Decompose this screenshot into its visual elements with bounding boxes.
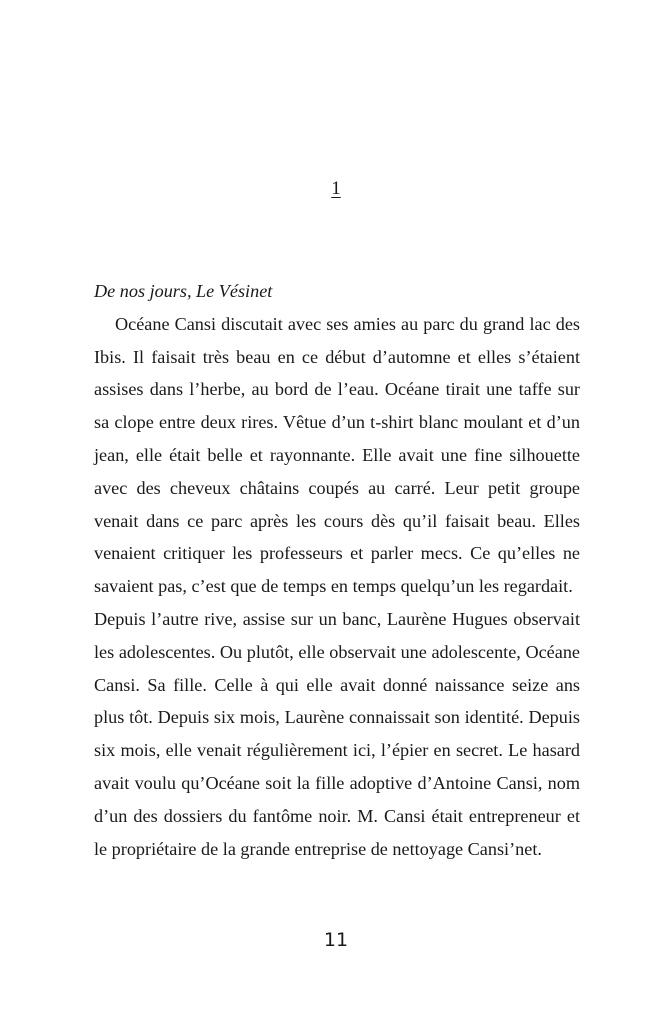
chapter-number: 1: [331, 178, 341, 199]
paragraph-1: Océane Cansi discutait avec ses amies au parc du grand lac des Ibis. Il faisait très beau en ce début d’automne et elles s’étaient assises dans l’herbe, au bord de l’eau. Océane tirait une taffe sur sa clope entre deux rires. Vêtue d’un t-shirt blanc moulant et d’un jean, elle était belle et rayonnante. Elle avait une fine silhouette avec des cheveux châtains coupés au carré. Leur petit groupe venait dans ce parc après les cours dès qu’il faisait beau. Elles venaient critiquer les professeurs et parler mecs. Ce qu’elles ne savaient pas, c’est que de temps en temps quelqu’un les regardait.: [94, 313, 580, 597]
page-number: 11: [323, 929, 349, 951]
scene-location: De nos jours, Le Vésinet: [94, 281, 273, 301]
page-body: [94, 275, 580, 865]
paragraph-2: Depuis l’autre rive, assise sur un banc, Laurène Hugues observait les adolescentes. Ou plutôt, elle observait une adolescente, Océane Cansi. Sa fille. Celle à qui elle avait donné naissance seize ans plus tôt. Depuis six mois, Laurène connaissait son identité. Depuis six mois, elle venait régulièrement ici, l’épier en secret. Le hasard avait voulu qu’Océane soit la fille adoptive d’Antoine Cansi, nom d’un des dossiers du fantôme noir. M. Cansi était entrepreneur et le propriétaire de la grande entreprise de nettoyage Cansi’net.: [94, 608, 580, 859]
